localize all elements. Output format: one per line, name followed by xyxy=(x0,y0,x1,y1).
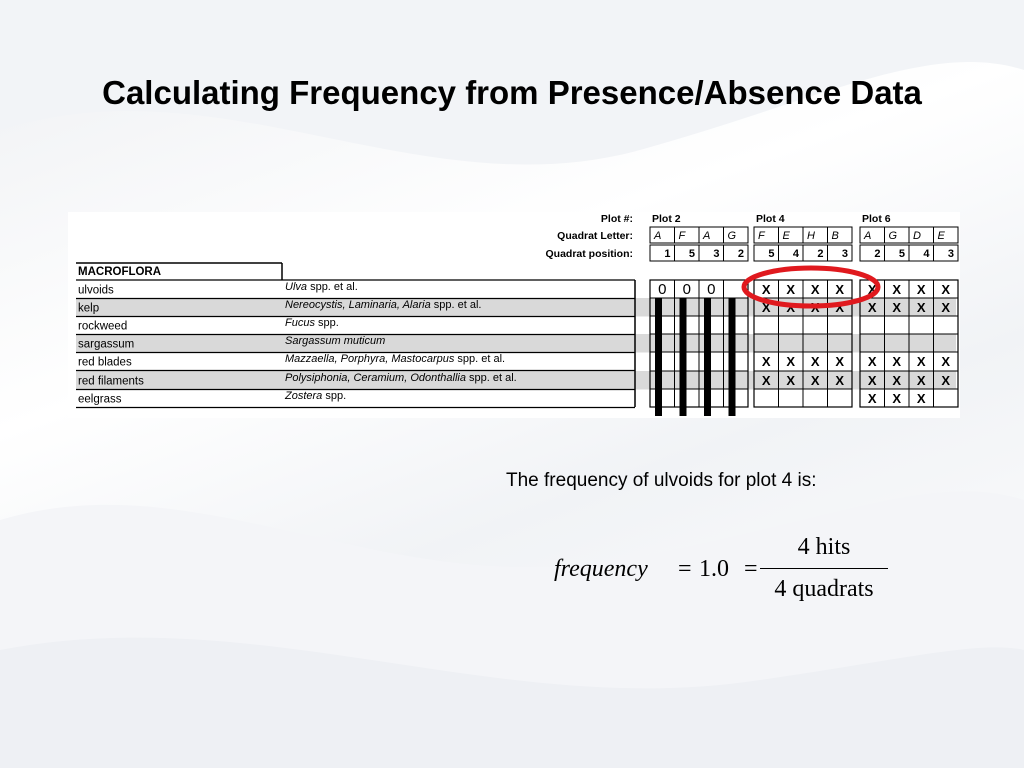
presence-mark: X xyxy=(941,373,951,388)
presence-mark: X xyxy=(835,373,845,388)
species-scientific-name: Ulva spp. et al. xyxy=(285,281,358,293)
species-common-name: eelgrass xyxy=(78,393,122,406)
presence-mark: X xyxy=(761,373,771,388)
presence-mark: X xyxy=(786,282,796,297)
species-common-name: ulvoids xyxy=(78,284,114,297)
presence-mark: X xyxy=(892,391,902,406)
slide-title: Calculating Frequency from Presence/Absence Data xyxy=(102,74,922,111)
species-common-name: rockweed xyxy=(78,320,128,333)
presence-mark: X xyxy=(867,354,877,369)
fraction-bar xyxy=(760,568,888,569)
presence-mark: X xyxy=(810,354,820,369)
plot-number-label: Plot #: xyxy=(600,213,633,225)
presence-mark: X xyxy=(761,354,771,369)
quadrat-letter: A xyxy=(654,230,662,242)
formula-lhs: frequency xyxy=(554,556,648,582)
quadrat-position: 5 xyxy=(768,248,775,260)
presence-mark: X xyxy=(786,373,796,388)
quadrat-position: 4 xyxy=(923,248,930,260)
presence-mark: X xyxy=(810,282,820,297)
species-common-name: red blades xyxy=(78,356,132,369)
quadrat-position: 4 xyxy=(792,248,799,260)
section-label: MACROFLORA xyxy=(78,266,162,278)
quadrat-position: 2 xyxy=(817,248,824,260)
formula-equals-2: = xyxy=(744,556,758,582)
quadrat-position: 3 xyxy=(713,248,720,260)
quadrat-position: 2 xyxy=(737,248,744,260)
presence-mark: X xyxy=(916,391,926,406)
strike-bar xyxy=(729,298,736,416)
quadrat-letter: A xyxy=(703,230,711,242)
presence-mark: X xyxy=(835,282,845,297)
presence-mark: X xyxy=(867,300,877,315)
quadrat-letter: F xyxy=(678,230,686,242)
quadrat-letter: A xyxy=(864,230,872,242)
strike-bar xyxy=(680,298,687,416)
formula-numerator: 4 hits xyxy=(797,534,851,560)
species-scientific-name: Polysiphonia, Ceramium, Odonthallia spp. et al. xyxy=(285,372,517,384)
quadrat-position: 5 xyxy=(898,248,905,260)
species-scientific-name: Sargassum muticum xyxy=(285,335,386,347)
quadrat-letter: D xyxy=(913,230,921,242)
presence-mark: X xyxy=(835,354,845,369)
quadrat-letter: G xyxy=(727,230,737,242)
presence-mark: X xyxy=(867,282,877,297)
quadrat-position: 5 xyxy=(688,248,695,260)
presence-mark: X xyxy=(892,354,902,369)
formula-equals: = xyxy=(678,556,692,582)
frequency-formula xyxy=(554,534,894,606)
species-scientific-name: Fucus spp. xyxy=(285,317,339,329)
datasheet-image xyxy=(68,212,960,418)
presence-mark: 0 xyxy=(707,281,716,298)
presence-mark: X xyxy=(892,300,902,315)
presence-mark: 0 xyxy=(658,281,667,298)
formula-denominator: 4 quadrats xyxy=(774,576,874,602)
plot-name: Plot 6 xyxy=(862,213,891,225)
presence-mark: X xyxy=(941,354,951,369)
presence-mark: X xyxy=(835,300,845,315)
quadrat-letter: E xyxy=(782,230,790,242)
quadrat-position-label: Quadrat position: xyxy=(545,248,633,260)
shaded-row xyxy=(76,334,956,353)
strike-bar xyxy=(704,298,711,416)
presence-mark: X xyxy=(867,391,877,406)
datasheet-table xyxy=(68,212,960,418)
quadrat-position: 1 xyxy=(664,248,671,260)
formula-value: 1.0 xyxy=(699,556,729,582)
presence-mark: X xyxy=(892,282,902,297)
presence-mark: X xyxy=(761,282,771,297)
presence-mark: X xyxy=(941,300,951,315)
species-scientific-name: Zostera spp. xyxy=(285,390,347,402)
presence-mark: X xyxy=(916,282,926,297)
presence-mark: X xyxy=(916,373,926,388)
presence-mark: X xyxy=(761,300,771,315)
presence-mark: X xyxy=(892,373,902,388)
presence-mark: X xyxy=(941,282,951,297)
presence-mark: X xyxy=(786,354,796,369)
presence-mark: X xyxy=(810,300,820,315)
presence-mark: X xyxy=(916,354,926,369)
quadrat-letter: E xyxy=(937,230,945,242)
plot-name: Plot 2 xyxy=(652,213,681,225)
species-common-name: red filaments xyxy=(78,375,144,388)
plot-name: Plot 4 xyxy=(756,213,785,225)
presence-mark: X xyxy=(916,300,926,315)
quadrat-position: 3 xyxy=(841,248,848,260)
strike-bar xyxy=(655,298,662,416)
presence-mark: X xyxy=(810,373,820,388)
quadrat-letter: F xyxy=(758,230,765,242)
quadrat-letter: H xyxy=(807,230,815,242)
species-common-name: sargassum xyxy=(78,338,135,351)
presence-mark: X xyxy=(786,300,796,315)
frequency-caption: The frequency of ulvoids for plot 4 is: xyxy=(506,470,817,491)
quadrat-letter: G xyxy=(888,230,898,242)
quadrat-position: 2 xyxy=(874,248,881,260)
species-scientific-name: Mazzaella, Porphyra, Mastocarpus spp. et al. xyxy=(285,353,506,365)
quadrat-letter-label: Quadrat Letter: xyxy=(557,230,633,242)
quadrat-position: 3 xyxy=(947,248,954,260)
species-scientific-name: Nereocystis, Laminaria, Alaria spp. et al. xyxy=(285,299,482,311)
quadrat-letter: B xyxy=(831,230,839,242)
species-common-name: kelp xyxy=(78,302,100,315)
presence-mark: X xyxy=(867,373,877,388)
presence-mark: 0 xyxy=(682,281,691,298)
